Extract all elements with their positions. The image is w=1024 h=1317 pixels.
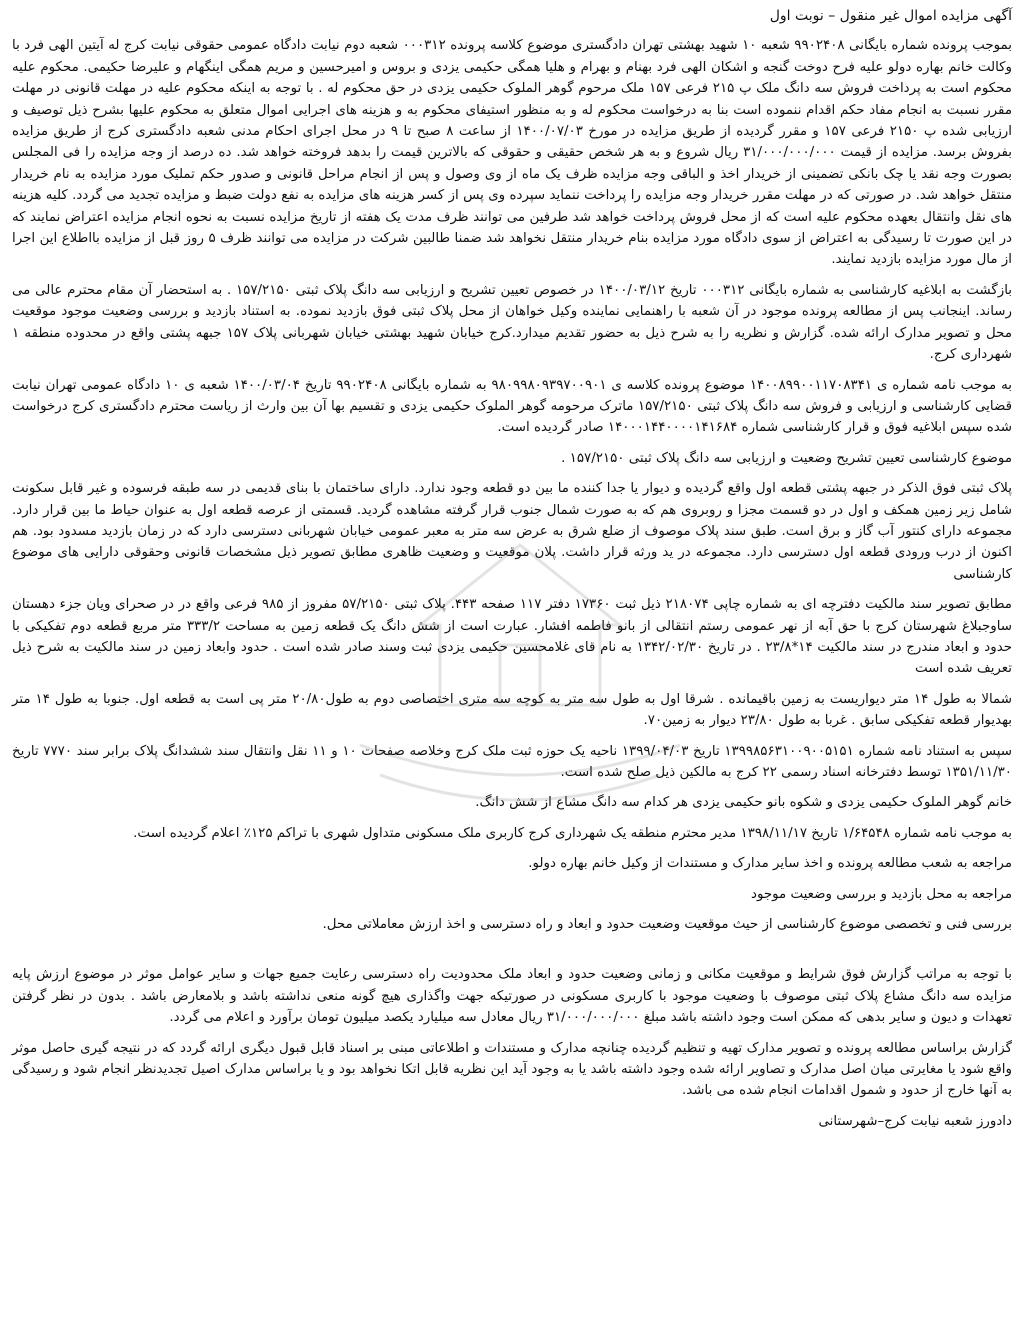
paragraph-owners: خانم گوهر الملوک حکیمی یزدی و شکوه بانو حکیمی یزدی هر کدام سه دانگ مشاع از شش دانگ.	[475, 795, 1012, 811]
paragraph-expert-return: بازگشت به ابلاغیه کارشناسی به شماره بایگانی ۰۰۰۳۱۲ تاریخ ۱۴۰۰/۰۳/۱۲ در خصوص تعیین تشریح و ارزیابی سه دانگ پلاک ثبتی ۱۵۷/۲۱۵۰ . به استحضار آن مقام محترم عالی می رساند. اینجانب پس از مطالعه پرونده موجود در آن شعبه با راهنمایی نماینده وکیل خواهان از محل پلاک ثبتی فوق بازدید نموده. به استناد بازدید و بررسی وضعیت موجود موقعیت محل و تصویر مدارک ارائه شده. گزارش و نظریه را به شرح ذیل به حضور تقدیم میدارد.کرج خیابان شهید بهشتی خیابان شهربانی پلاک ۱۵۷ جبهه پشتی واقع در محدوده منطقه ۱ شهرداری کرج.	[12, 282, 1012, 363]
paragraph-court-letter: به موجب نامه شماره ی ۱۴۰۰۸۹۹۰۰۱۱۷۰۸۳۴۱ موضوع پرونده کلاسه ی ۹۸۰۹۹۸۰۹۳۹۷۰۰۹۰۱ به شماره بایگانی ۹۹۰۲۴۰۸ تاریخ ۱۴۰۰/۰۳/۰۴ شعبه ی ۱۰ دادگاه عمومی تهران نیابت قضایی کارشناسی و ارزیابی و فروش سه دانگ پلاک ثبتی ۱۵۷/۲۱۵۰ ماترک مرحومه گوهر الملوک حکیمی یزدی و تقسیم بها آن بین وارث از ریاست محترم دادگستری کرج درخواست شده سپس ابلاغیه فوق و قرار کارشناسی شماره ۱۴۰۰۰۱۴۴۰۰۰۰۱۴۱۶۸۴ صادر گردیده است.	[12, 377, 1012, 436]
paragraph-valuation: با توجه به مراتب گزارش فوق شرایط و موقعیت مکانی و زمانی وضعیت حدود و ابعاد ملک محدودیت راه دسترسی رعایت جمیع جهات و سایر عوامل موثر در موضوع ارزش پایه مزایده سه دانگ مشاع پلاک ثبتی موصوف با وضعیت موجود با کاربری مسکونی در صورتیکه جهت واگذاری هیچ گونه منعی نداشته باشد و بلامعارض باشد . بدون در نظر گرفتن تعهدات و دیون و سایر بدهی که ممکن است وجود داشته باشد مبلغ ۳۱/۰۰۰/۰۰۰/۰۰۰ ریال معادل سه میلیارد یکصد میلیون تومان برآورد و اعلام می گردد.	[12, 967, 1012, 1026]
notice-title: آگهی مزایده اموال غیر منقول – نوبت اول	[769, 8, 1012, 24]
paragraph-transfer-deed: سپس به استناد نامه شماره ۱۳۹۹۸۵۶۳۱۰۰۹۰۰۵۱۵۱ تاریخ ۱۳۹۹/۰۴/۰۳ ناحیه یک حوزه ثبت ملک کرج وخلاصه صفحات ۱۰ و ۱۱ نقل وانتقال سند ششدانگ پلاک برابر سند ۷۷۷۰ تاریخ ۱۳۵۱/۱۱/۳۰ توسط دفترخانه اسناد رسمی ۲۲ کرج به مالکین ذیل صلح شده است.	[12, 743, 1012, 780]
paragraph-report-basis: گزارش براساس مطالعه پرونده و تصویر مدارک تهیه و تنظیم گردیده چنانچه مدارک و مستندات و اطلاعاتی مبنی بر اسناد قابل قبول دیگری ارائه گردد که در نتیجه گیری حاصل موثر واقع شود یا مغایرتی میان اصل مدارک و تصاویر ارائه شده وجود داشته باشد یا به وجود آید این نظریه قابل اتکا نخواهد بود و یا براساس مدارک اصیل تجدیدنظر انجام شود و رسیدگی به آنها خارج از حدود و شمول اقدامات انجام شده می باشد.	[12, 1040, 1012, 1099]
paragraph-municipality-letter: به موجب نامه شماره ۱/۶۴۵۴۸ تاریخ ۱۳۹۸/۱۱/۱۷ مدیر محترم منطقه یک شهرداری کرج کاربری ملک مسکونی متداول شهری با تراکم ۱۲۵٪ اعلام گردیده است.	[133, 825, 1012, 841]
paragraph-subject: موضوع کارشناسی تعیین تشریح وضعیت و ارزیابی سه دانگ پلاک ثبتی ۱۵۷/۲۱۵۰ .	[561, 450, 1012, 466]
paragraph-auction-terms: بموجب پرونده شماره بایگانی ۹۹۰۲۴۰۸ شعبه ۱۰ شهید بهشتی تهران دادگستری موضوع کلاسه پرونده ۰۰۰۳۱۲ شعبه دوم نیابت دادگاه عمومی حقوقی نیابت کرج له آیتین الهی فرد با وکالت خانم بهاره دولو علیه فرح دوخت گنجه و اشکان الهی فرد بهنام و بهرام و هلیا همگی حکیمی یزدی و بروس و امیرحسین و مریم همگی اینگهام و علیرضا حکیمی. محکوم علیه محکوم است به پرداخت فروش سه دانگ ملک پ ۲۱۵ فرعی ۱۵۷ ملک مرحوم گوهر الملوک حکیمی یزدی در حق محکوم له . با توجه به اینکه محکوم علیه در مهلت قانونی در مهلت مقرر نسبت به انجام مفاد حکم اقدام ننموده است بنا به درخواست محکوم له و به منظور استیفای محکوم به و هزینه های اجرایی اموال متعلق به محکوم علیها بشرح ذیل توصیف و ارزیابی شده پ ۲۱۵۰ فرعی ۱۵۷ و مقرر گردیده از طریق مزایده در مورخ ۱۴۰۰/۰۷/۰۳ از ساعت ۸ صبح تا ۹ در محل اجرای احکام مدنی شعبه دادگستری کرج از طریق مزایده بفروش برسد. مزایده از قیمت ۳۱/۰۰۰/۰۰۰/۰۰۰ ریال شروع و به هر شخص حقیقی و حقوقی که بالاترین قیمت را بدهد فروخته خواهد شد. ده درصد از وجه مزایده را فی المجلس بصورت وجه نقد یا چک بانکی تضمینی از خریدار اخذ و الباقی وجه مزایده ظرف یک ماه از وی وصول و پس از انجام مراحل قانونی و صدور حکم تملیک مورد مزایده به نام خریدار منتقل خواهد شد. در صورتی که در مهلت مقرر خریدار وجه مزایده را پرداخت ننماید سپرده وی پس از کسر هزینه های مزایده به نفع دولت ضبط و مزایده تجدید می گردد. کلیه هزینه های نقل وانتقال بعهده محکوم علیه است که از محل فروش پرداخت خواهد شد طرفین می توانند ظرف مدت یک هفته از تاریخ مزایده نسبت به نحوه انجام مزایده اعتراض نمایند که در این صورت تا رسیدگی به اعتراض از سوی دادگاه مورد مزایده بنام خریدار منتقل نخواهد شد ضمنا طالبین شرکت در مزایده می توانند ظرف ۵ روز قبل از مزایده بااطلاع این اجرا از مال مورد مزایده بازدید نمایند.	[12, 38, 1013, 268]
signature-line: دادورز شعبه نیابت کرج–شهرستانی	[818, 1113, 1012, 1129]
paragraph-property-description: پلاک ثبتی فوق الذکر در جبهه پشتی قطعه اول واقع گردیده و دیوار یا جدا کننده ما بین دو قطعه وجود ندارد. دارای ساختمان با بنای قدیمی در سه طبقه فرسوده و غیر قابل سکونت شامل زیر زمین همکف و اول در دو قسمت مجزا و روبروی هم که به صورت شمال جنوب قرار گرفته مشاهده گردید. قسمتی از عرصه قطعه اول به عنوان حیاط ما بین قرار دارد. مجموعه دارای کنتور آب گاز و برق است. طبق سند پلاک موصوف از ضلع شرق به عرض سه متر به معبر عمومی خیابان شهربانی دسترسی دارد که در زمان بازدید مسدود بود. هم اکنون از درب ورودی قطعه اول دسترسی دارد. مجموعه در ید ورثه قرار داشت. پلان موقعیت و وضعیت ظاهری مطابق تصویر ذیل مشخصات قانونی وحقوقی دارایی های موضوع کارشناسی	[12, 481, 1012, 582]
paragraph-boundaries: شمالا به طول ۱۴ متر دیواریست به زمین باقیمانده . شرقا اول به طول سه متر به کوچه سه متری اختصاصی دوم به طول۲۰/۸۰ متر پی است به قطعه اول. جنوبا به طول ۱۴ متر بهدیوار قطعه تفکیکی سابق . غربا به طول ۲۳/۸۰ دیوار به زمین۷۰.	[12, 691, 1012, 729]
paragraph-file-review: مراجعه به شعب مطالعه پرونده و اخذ سایر مدارک و مستندات از وکیل خانم بهاره دولو.	[528, 856, 1012, 872]
section-spacer	[12, 944, 1012, 964]
paragraph-site-visit: مراجعه به محل بازدید و بررسی وضعیت موجود	[750, 886, 1012, 902]
paragraph-technical-review: بررسی فنی و تخصصی موضوع کارشناسی از حیث موقعیت وضعیت حدود و ابعاد و راه دسترسی و اخذ ارزش معاملاتی محل.	[322, 917, 1012, 933]
paragraph-ownership-deed: مطابق تصویر سند مالکیت دفترچه ای به شماره چاپی ۲۱۸۰۷۴ ذیل ثبت ۱۷۳۶۰ دفتر ۱۱۷ صفحه ۴۴۳. پلاک ثبتی ۵۷/۲۱۵۰ مفروز از ۹۸۵ فرعی واقع در در صحرای ویان جزء دهستان ساوجبلاغ شهرستان کرج با حق آبه از نهر عمومی رستم انتقالی از بانو فاطمه افشار. عبارت است از شش دانگ یک قطعه زمین به مساحت ۳۳۳/۲ متر مربع قطعه دوم تفکیکی با حدود و ابعاد مندرج در سند مالکیت ۱۴*۲۳/۸ . در تاریخ ۱۳۴۲/۰۲/۳۰ به نام قای غلامحسین حکیمی یزدی ثبت وسند صادر شده است . حدود وابعاد زمین در سند مالکیت به شرح ذیل تعریف شده است	[12, 597, 1013, 677]
